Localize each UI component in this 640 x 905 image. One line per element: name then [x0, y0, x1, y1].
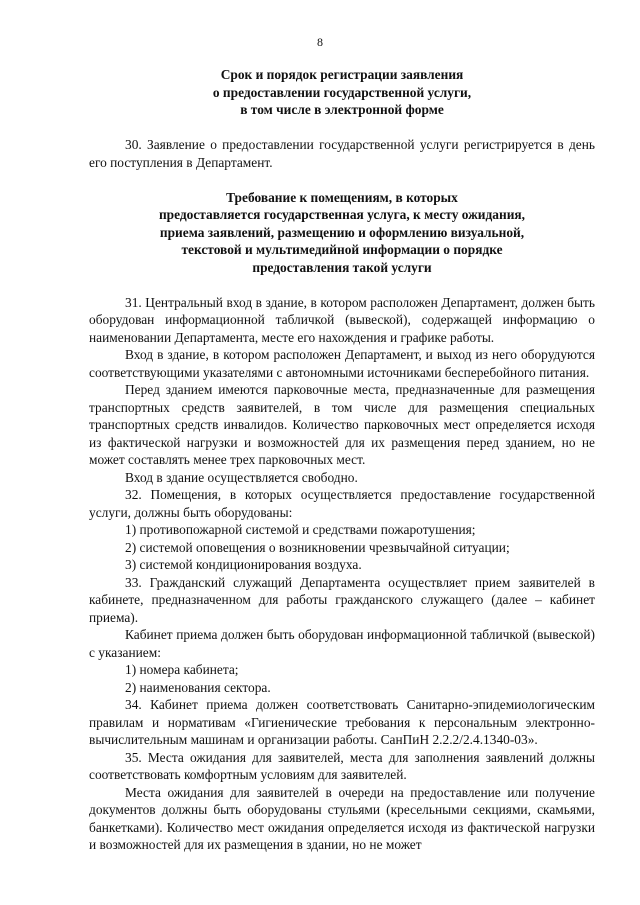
section-heading-registration: [89, 66, 595, 119]
page-content: [89, 66, 595, 854]
heading-line: Требование к помещениям, в которых: [226, 189, 458, 205]
paragraph-waiting-places: Места ожидания для заявителей в очереди на предоставление или получение документов должны быть оборудованы стульями (кресельными секциями, скамьями, банкетками). Количество мест ожидания определяется исходя из фактической нагрузки и возможностей для их размещения в здании, но не может: [89, 784, 595, 852]
paragraph-parking: Перед зданием имеются парковочные места, предназначенные для размещения транспортных средств заявителей, в том числе для размещения специальных транспортных средств инвалидов. Количество парковочных мест определяется исходя из фактической нагрузки и возможностей для их размещения перед зданием, но не может составлять менее трех парковочных мест.: [89, 382, 595, 467]
paragraph-30: 30. Заявление о предоставлении государственной услуги регистрируется в день его поступления в Департамент.: [89, 137, 595, 170]
paragraph-34: 34. Кабинет приема должен соответствовать Санитарно-эпидемиологическим правилам и нормативам «Гигиенические требования к персональным электронно-вычислительным машинам и организации работы. СанПиН 2.2.2/2.4.1340-03».: [89, 697, 595, 747]
heading-line: Срок и порядок регистрации заявления: [220, 67, 464, 82]
heading-line: в том числе в электронной форме: [240, 102, 444, 117]
paragraph-31: 31. Центральный вход в здание, в котором расположен Департамент, должен быть оборудован информационной табличкой (вывеской), содержащей информацию о наименовании Департамента, месте его нахождения и графике работы.: [89, 294, 595, 345]
list-item: 1) номера кабинета;: [125, 662, 239, 677]
list-item: 2) наименования сектора.: [125, 679, 271, 695]
list-item: 1) противопожарной системой и средствами пожаротушения;: [125, 522, 476, 537]
paragraph-35: 35. Места ожидания для заявителей, места для заполнения заявлений должны соответствовать комфортным условиям для заявителей.: [89, 749, 595, 782]
paragraph-office-sign: Кабинет приема должен быть оборудован информационной табличкой (вывеской) с указанием:: [89, 627, 595, 660]
paragraph-33: 33. Гражданский служащий Департамента осуществляет прием заявителей в кабинете, предназначенном для работы гражданского служащего (далее – кабинет приема).: [89, 574, 595, 625]
heading-line: приема заявлений, размещению и оформлению визуальной,: [159, 224, 525, 240]
section-heading-premises: [89, 189, 595, 277]
list-item: 2) системой оповещения о возникновении чрезвычайной ситуации;: [125, 539, 510, 555]
paragraph-entrance: Вход в здание, в котором расположен Департамент, и выход из него оборудуются соответствующими указателями с автономными источниками бесперебойного питания.: [89, 347, 595, 380]
heading-line: предоставления такой услуги: [252, 259, 432, 275]
paragraph-free-entry: Вход в здание осуществляется свободно.: [125, 469, 358, 485]
heading-line: текстовой и мультимедийной информации о порядке: [181, 242, 503, 257]
paragraph-32: 32. Помещения, в которых осуществляется предоставление государственной услуги, должны быть оборудованы:: [89, 487, 595, 520]
list-item: 3) системой кондиционирования воздуха.: [125, 557, 362, 572]
page-number: 8: [317, 35, 323, 49]
heading-line: предоставляется государственная услуга, к месту ожидания,: [158, 207, 526, 222]
heading-line: о предоставлении государственной услуги,: [212, 84, 472, 100]
